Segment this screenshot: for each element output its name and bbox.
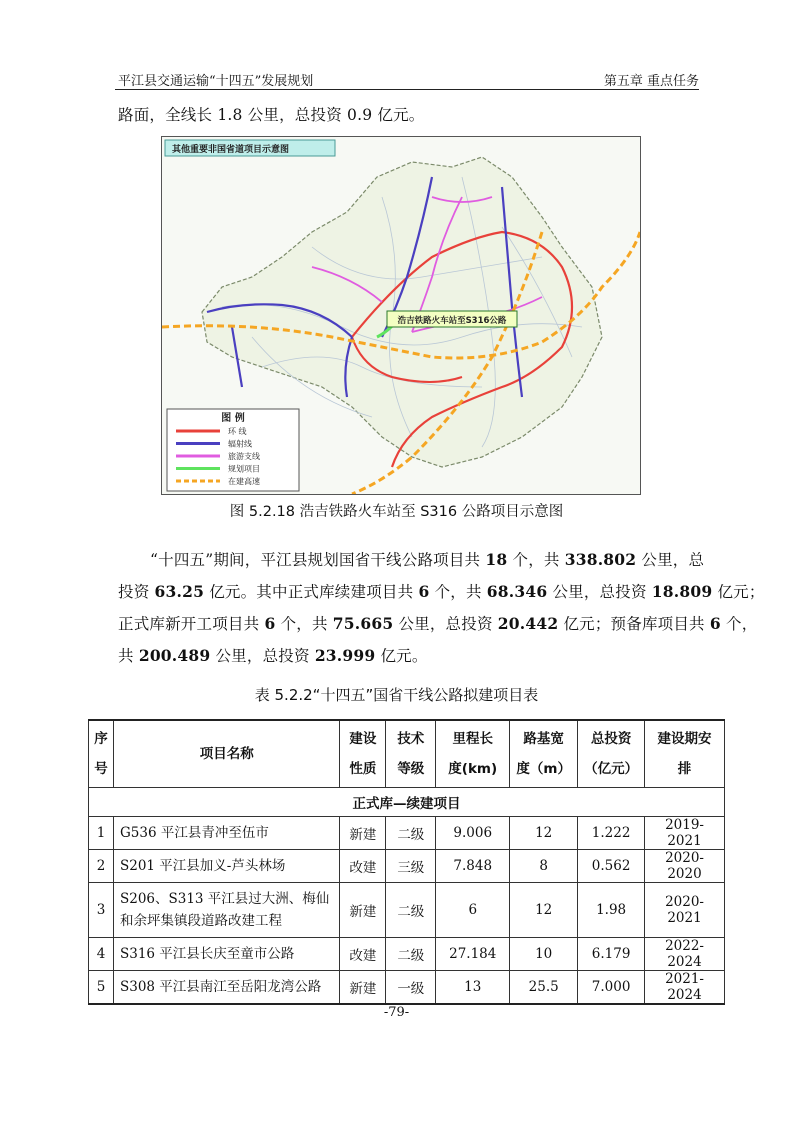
paragraph-text: 公里，总投资 [547,583,652,601]
cell-invest: 1.222 [578,817,645,850]
paragraph-text: 个，共 [429,583,487,601]
cell-name: S206、S313 平江县过大洲、梅仙和余坪集镇段道路改建工程 [113,883,339,938]
header-text: 度(km) [448,761,498,777]
cell-nature: 新建 [340,817,386,850]
page-number: -79- [383,1005,410,1020]
header-text: 序 [94,731,108,747]
cell-invest: 0.562 [578,850,645,883]
table-header-cell [386,720,436,788]
header-text: 建设期安 [657,731,712,747]
paragraph-text: 个，共 [275,615,333,633]
callout-label: 浩吉铁路火车站至S316公路 [397,316,507,326]
map-title: 其他重要非国省道项目示意图 [172,145,290,155]
paragraph-text: 亿元。其中正式库续建项目共 [204,583,419,601]
cell-no: 1 [89,817,114,850]
paragraph-line-1 [150,548,704,570]
header-text: 路基宽 [523,731,564,747]
project-map [161,136,641,495]
header-text: （亿元） [584,761,639,777]
paragraph-text: 个， [720,615,758,633]
table-header-cell [645,720,725,788]
cell-length: 9.006 [436,817,510,850]
cell-nature: 改建 [340,850,386,883]
cell-nature: 新建 [340,971,386,1005]
header-text: 性质 [349,761,377,777]
cell-grade: 一级 [386,971,436,1005]
paragraph-text: 亿元；预备库项目共 [558,615,710,633]
cell-invest: 1.98 [578,883,645,938]
legend-label: 规划项目 [228,464,260,474]
cell-period: 2019-2021 [645,817,725,850]
cell-invest: 7.000 [578,971,645,1005]
cell-period: 2021-2024 [645,971,725,1005]
cell-length: 27.184 [436,938,510,971]
paragraph-number: 18.809 [651,582,713,601]
cell-no: 2 [89,850,114,883]
cell-length: 7.848 [436,850,510,883]
running-header-title: 平江县交通运输“十四五”发展规划 [118,74,314,89]
paragraph-text: 亿元； [712,583,765,601]
table-row [89,817,725,850]
cell-name: S316 平江县长庆至童市公路 [113,938,339,971]
paragraph-text: “十四五”期间，平江县规划国省干线公路项目共 [150,551,486,569]
table-header-cell [89,720,114,788]
project-callout [387,311,517,327]
paragraph-text: 个，共 [507,551,565,569]
table-row [89,883,725,938]
map-legend [167,409,299,491]
cell-period: 2020-2020 [645,850,725,883]
paragraph-text: 公里，总 [636,551,705,569]
table-header-cell [340,720,386,788]
header-text: 建设 [349,731,377,747]
table-header-cell [113,720,339,788]
cell-no: 4 [89,938,114,971]
legend-label: 环 线 [228,427,247,436]
header-text: 里程长 [452,731,493,747]
legend-title: 图 例 [221,413,245,424]
cell-grade: 二级 [386,938,436,971]
header-text: 等级 [397,761,425,777]
header-text: 排 [677,761,692,777]
table-header-cell [436,720,510,788]
cell-name: G536 平江县青冲至伍市 [113,817,339,850]
header-text: 技术 [397,731,425,747]
cell-width: 25.5 [510,971,578,1005]
header-rule [115,89,699,90]
cell-grade: 二级 [386,883,436,938]
header-text: 号 [94,761,108,777]
paragraph-number: 6 [264,614,276,633]
figure-caption: 图 5.2.18 浩吉铁路火车站至 S316 公路项目示意图 [229,504,564,520]
table-header-row [89,720,725,788]
paragraph-number: 23.999 [314,646,376,665]
paragraph-text: 正式库新开工项目共 [118,615,265,633]
header-text: 总投资 [590,731,632,747]
paragraph-text: 公里，总投资 [393,615,498,633]
cell-period: 2022-2024 [645,938,725,971]
paragraph-number: 6 [709,614,721,633]
legend-label: 辐射线 [228,439,252,449]
table-row [89,938,725,971]
paragraph-number: 6 [418,582,430,601]
header-text: 度（m） [516,761,571,777]
cell-period: 2020-2021 [645,883,725,938]
paragraph-line-2 [118,580,765,602]
header-text: 项目名称 [199,746,254,762]
paragraph-number: 338.802 [564,550,637,569]
table-row [89,850,725,883]
intro-line: 路面，全线长 1.8 公里，总投资 0.9 亿元。 [118,106,425,124]
cell-width: 12 [510,817,578,850]
table-header-cell [510,720,578,788]
paragraph-text: 共 [118,647,139,665]
paragraph-text: 公里，总投资 [210,647,315,665]
table-row [89,971,725,1005]
paragraph-text: 亿元。 [375,647,428,665]
cell-nature: 改建 [340,938,386,971]
table-section-row [89,788,725,817]
paragraph-number: 200.489 [138,646,211,665]
paragraph-line-4 [118,644,428,666]
cell-no: 3 [89,883,114,938]
cell-width: 12 [510,883,578,938]
cell-no: 5 [89,971,114,1005]
cell-name: S308 平江县南江至岳阳龙湾公路 [113,971,339,1005]
legend-label: 在建高速 [228,477,260,486]
paragraph-number: 18 [485,550,508,569]
cell-name: S201 平江县加义-芦头林场 [113,850,339,883]
cell-invest: 6.179 [578,938,645,971]
cell-width: 8 [510,850,578,883]
paragraph-number: 20.442 [497,614,559,633]
table-header-cell [578,720,645,788]
cell-grade: 三级 [386,850,436,883]
paragraph-number: 68.346 [486,582,548,601]
cell-grade: 二级 [386,817,436,850]
cell-width: 10 [510,938,578,971]
legend-label: 旅游支线 [228,452,260,461]
table-caption: 表 5.2.2“十四五”国省干线公路拟建项目表 [254,686,539,704]
cell-length: 6 [436,883,510,938]
paragraph-line-3 [118,612,757,634]
section-label: 正式库—续建项目 [89,788,725,817]
cell-nature: 新建 [340,883,386,938]
paragraph-text: 投资 [118,583,155,601]
cell-length: 13 [436,971,510,1005]
paragraph-number: 75.665 [332,614,394,633]
paragraph-number: 63.25 [154,582,205,601]
projects-table [88,719,725,1005]
running-header-chapter: 第五章 重点任务 [603,74,699,89]
